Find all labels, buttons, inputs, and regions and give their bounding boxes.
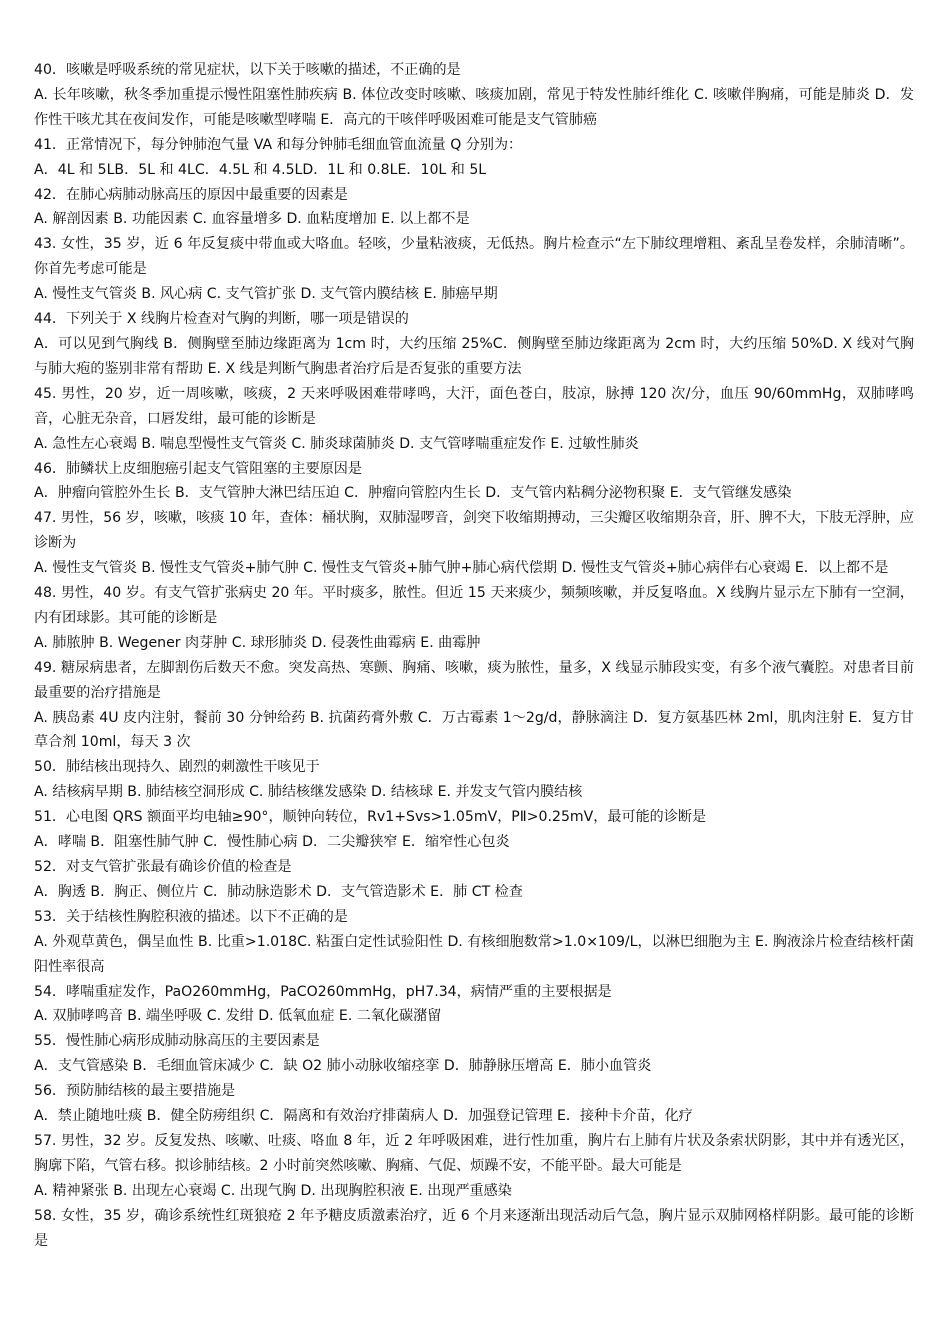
question-56-stem: 56．预防肺结核的最主要措施是 [34,1083,236,1100]
question-55-stem: 55．慢性肺心病形成肺动脉高压的主要因素是 [34,1033,320,1050]
question-54-options: A. 双肺哮鸣音 B. 端坐呼吸 C. 发绀 D. 低氧血症 E. 二氧化碳潴留 [34,1008,442,1025]
question-41-stem: 41．正常情况下，每分钟肺泡气量 VA 和每分钟肺毛细血管血流量 Q 分别为： [34,136,523,153]
question-42-stem: 42．在肺心病肺动脉高压的原因中最重要的因素是 [34,186,348,203]
question-42-options: A. 解剖因素 B. 功能因素 C. 血容量增多 D. 血粘度增加 E. 以上都不是 [34,211,470,228]
question-52-options: A．胸透 B．胸正、侧位片 C．肺动脉造影术 D．支气管造影术 E．肺 CT 检查 [34,883,523,900]
question-50-options: A. 结核病早期 B. 肺结核空洞形成 C. 肺结核继发感染 D. 结核球 E. 并发支气管内膜结核 [34,784,583,801]
question-48-stem: 48. 男性，40 岁。有支气管扩张病史 20 年。平时痰多，脓性。但近 15 天来痰少，频频咳嗽，并反复咯血。X 线胸片显示左下肺有一空洞，内有团球影。其可能的诊断是 [34,585,914,626]
question-43-stem: 43. 女性，35 岁，近 6 年反复痰中带血或大咯血。轻咳，少量粘液痰，无低热。胸片检查示“左下肺纹理增粗、紊乱呈卷发样，余肺清晰”。你首先考虑可能是 [34,236,914,278]
question-56-options: A．禁止随地吐痰 B．健全防痨组织 C．隔离和有效治疗排菌病人 D．加强登记管理 E．接种卡介苗，化疗 [34,1108,693,1125]
question-51-options: A．哮喘 B．阻塞性肺气肿 C．慢性肺心病 D．二尖瓣狭窄 E．缩窄性心包炎 [34,834,510,851]
question-41-options: A．4L 和 5LB．5L 和 4LC．4.5L 和 4.5LD．1L 和 0.8LE．10L 和 5L [34,161,487,178]
question-52-stem: 52．对支气管扩张最有确诊价值的检查是 [34,859,292,875]
question-55-options: A．支气管感染 B．毛细血管床减少 C．缺 O2 肺小动脉收缩痉挛 D．肺静脉压增高 E．肺小血管炎 [34,1058,652,1075]
question-51-stem: 51．心电图 QRS 额面平均电轴≥90°，顺钟向转位，Rv1+Svs>1.05mV，PⅡ>0.25mV，最可能的诊断是 [34,809,707,826]
question-44-options: A．可以见到气胸线 B．侧胸壁至肺边缘距离为 1cm 时，大约压缩 25%C．侧胸壁至肺边缘距离为 2cm 时，大约压缩 50%D. X 线对气胸与肺大疱的鉴别非常有帮助 E. X 线是判断气胸患者治疗后是否复张的重要方法 [34,335,914,377]
question-47-options: A. 慢性支气管炎 B. 慢性支气管炎+肺气肿 C. 慢性支气管炎+肺气肿+肺心病代偿期 D. 慢性支气管炎+肺心病伴右心衰竭 E．以上都不是 [34,560,889,577]
question-54-stem: 54．哮喘重症发作，PaO260mmHg，PaCO260mmHg，pH7.34，病情严重的主要根据是 [34,983,612,1000]
question-53-options: A. 外观草黄色，偶呈血性 B. 比重>1.018C. 粘蛋白定性试验阳性 D. 有核细胞数常>1.0×109/L，以淋巴细胞为主 E. 胸液涂片检查结核杆菌阳性率很高 [34,933,914,975]
question-46-stem: 46．肺鳞状上皮细胞癌引起支气管阻塞的主要原因是 [34,460,362,477]
question-57-stem: 57. 男性，32 岁。反复发热、咳嗽、吐痰、咯血 8 年，近 2 年呼吸困难，进行性加重，胸片右上肺有片状及条索状阴影，其中并有透光区，胸廓下陷，气管右移。拟诊肺结核。2 小时前突然咳嗽、胸痛、气促、烦躁不安，不能平卧。最大可能是 [34,1132,914,1174]
question-40-options: A. 长年咳嗽，秋冬季加重提示慢性阻塞性肺疾病 B. 体位改变时咳嗽、咳痰加剧，常见于特发性肺纤维化 C. 咳嗽伴胸痛，可能是肺炎 D．发作性干咳尤其在夜间发作，可能是咳嗽型哮喘 E．高亢的干咳伴呼吸困难可能是支气管肺癌 [34,86,914,128]
question-40-stem: 40．咳嗽是呼吸系统的常见症状，以下关于咳嗽的描述，不正确的是 [34,62,461,78]
question-43-options: A. 慢性支气管炎 B. 风心病 C. 支气管扩张 D. 支气管内膜结核 E. 肺癌早期 [34,286,498,303]
question-58-stem: 58. 女性，35 岁，确诊系统性红斑狼疮 2 年予糖皮质激素治疗，近 6 个月来逐渐出现活动后气急，胸片显示双肺网格样阴影。最可能的诊断是 [34,1207,914,1249]
question-49-options: A. 胰岛素 4U 皮内注射，餐前 30 分钟给药 B. 抗菌药膏外敷 C．万古霉素 1～2g/d，静脉滴注 D．复方氨基匹林 2ml，肌肉注射 E．复方甘草合剂 10ml，每天 3 次 [34,709,914,751]
question-49-stem: 49. 糖尿病患者，左脚割伤后数天不愈。突发高热、寒颤、胸痛、咳嗽，痰为脓性，量多，X 线显示肺段实变，有多个液气囊腔。对患者目前最重要的治疗措施是 [34,659,914,701]
question-47-stem: 47. 男性，56 岁，咳嗽，咳痰 10 年，查体：桶状胸，双肺湿啰音，剑突下收缩期搏动，三尖瓣区收缩期杂音，肝、脾不大，下肢无浮肿，应诊断为 [34,510,914,552]
question-45-stem: 45. 男性，20 岁，近一周咳嗽，咳痰，2 天来呼吸困难带哮鸣，大汗，面色苍白，肢凉，脉搏 120 次/分，血压 90/60mmHg，双肺哮鸣音，心脏无杂音，口唇发绀，最可能的诊断是 [34,385,914,427]
question-57-options: A. 精神紧张 B. 出现左心衰竭 C. 出现气胸 D. 出现胸腔积液 E. 出现严重感染 [34,1182,512,1199]
question-46-options: A．肿瘤向管腔外生长 B．支气管肿大淋巴结压迫 C．肿瘤向管腔内生长 D．支气管内粘稠分泌物积聚 E．支气管继发感染 [34,485,792,502]
question-53-stem: 53．关于结核性胸腔积液的描述。以下不正确的是 [34,908,348,925]
question-48-options: A. 肺脓肿 B. Wegener 肉芽肿 C. 球形肺炎 D. 侵袭性曲霉病 E. 曲霉肿 [34,634,481,651]
question-50-stem: 50．肺结核出现持久、剧烈的刺激性干咳见于 [34,759,320,776]
question-45-options: A. 急性左心衰竭 B. 喘息型慢性支气管炎 C. 肺炎球菌肺炎 D. 支气管哮喘重症发作 E. 过敏性肺炎 [34,435,639,452]
question-44-stem: 44．下列关于 X 线胸片检查对气胸的判断，哪一项是错误的 [34,311,409,328]
